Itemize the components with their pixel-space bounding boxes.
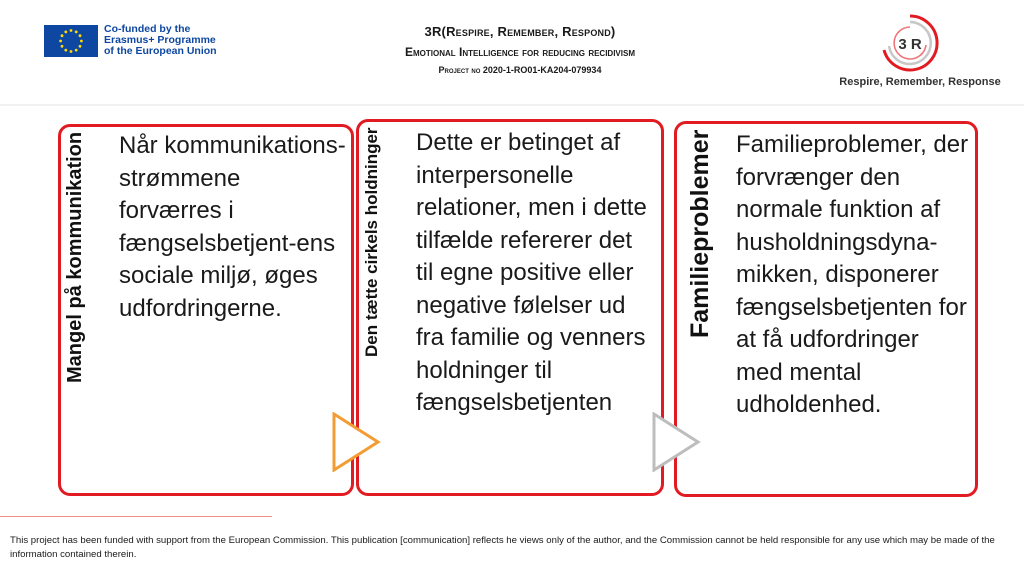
chevron-right-icon (650, 412, 702, 472)
3r-logo-mark-icon (875, 12, 945, 74)
eu-logo-line: Erasmus+ Programme (104, 34, 216, 46)
eu-logo-line: Co-funded by the (104, 23, 191, 35)
project-number: Project no 2020-1-RO01-KA204-079934 (438, 65, 602, 75)
card-text-close-circle: Dette er betinget af interpersonelle relationer, men i dette tilfælde refererer det til egne positive eller negative følelser ud fra familie og venners holdninger til fængselsbetjenten (416, 129, 647, 416)
eu-flag-icon (44, 25, 98, 57)
header-title-block (300, 24, 740, 75)
eu-cofunded-logo (44, 24, 217, 57)
eu-logo-text (104, 24, 217, 57)
header-divider (0, 104, 1024, 106)
3r-logo-mark-text: 3 R (898, 36, 922, 53)
eu-logo-line: of the European Union (104, 45, 217, 57)
footer-divider (0, 516, 272, 517)
3r-logo-caption: Respire, Remember, Response (839, 76, 1001, 88)
card-text-communication: Når kommunikations-strømmene forværres i fængselsbetjent-ens sociale miljø, øges udfordringerne. (119, 132, 346, 322)
page-title: 3R(Respire, Remember, Respond) (424, 24, 616, 39)
3r-logo (830, 12, 1010, 92)
card-text-family-problems: Familieproblemer, der forvrænger den normale funktion af husholdningsdyna-mikken, disponerer fængselsbetjenten for at få udfordringer med mental udholdenhed. (736, 131, 969, 418)
card-label-communication: Mangel på kommunikation (64, 132, 86, 384)
chevron-right-icon (330, 412, 382, 472)
card-label-family-problems: Familieproblemer (686, 130, 714, 339)
card-label-close-circle: Den tætte cirkels holdninger (362, 127, 381, 357)
page-subtitle: Emotional Intelligence for reducing recidivism (404, 45, 635, 59)
footer-disclaimer: This project has been funded with support from the European Commission. This publication [communication] reflects he views only of the author, and the Commission cannot be held responsible for any use which may be made of the information contained therein. (10, 535, 995, 560)
